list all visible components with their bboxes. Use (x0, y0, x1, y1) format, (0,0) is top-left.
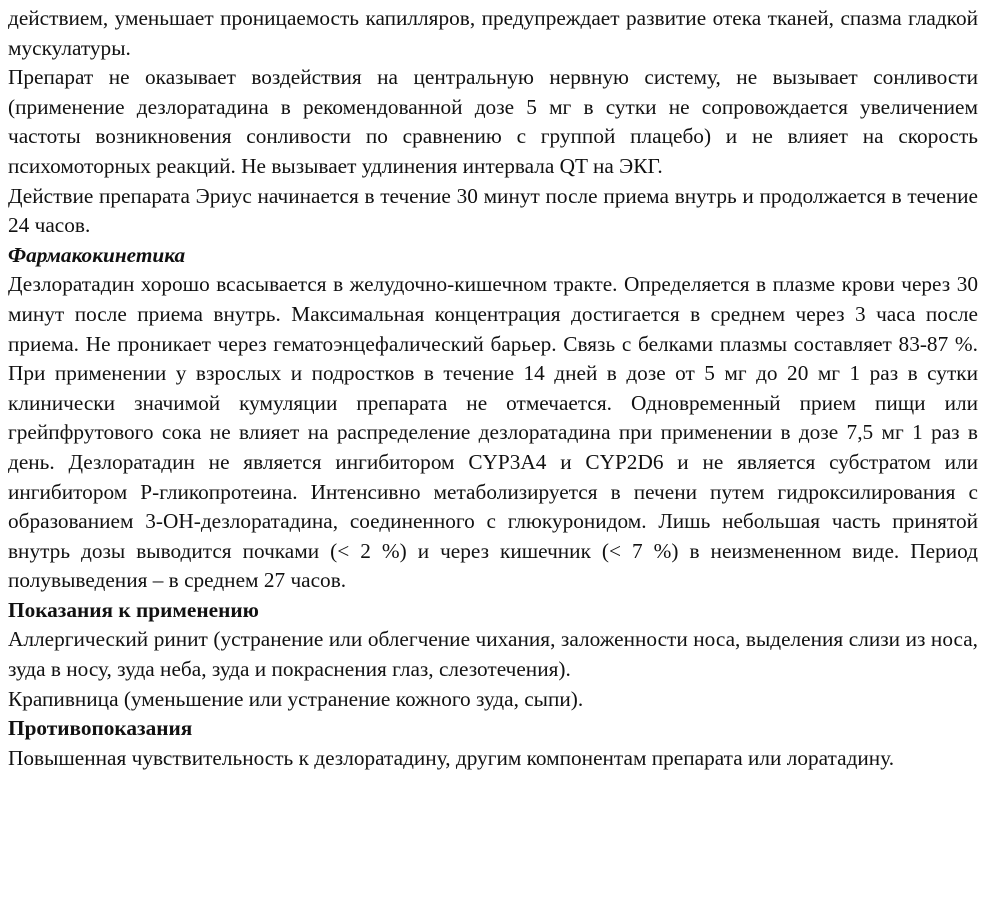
paragraph-capillaries: действием, уменьшает проницаемость капилляров, предупреждает развитие отека тканей, спазма гладкой мускулатуры. (8, 6, 978, 60)
heading-indications: Показания к применению (8, 597, 259, 622)
paragraph-contraindications: Повышенная чувствительность к дезлоратадину, другим компонентам препарата или лоратадину. (8, 745, 895, 770)
paragraph-onset-duration: Действие препарата Эриус начинается в течение 30 минут после приема внутрь и продолжается в течение 24 часов. (8, 183, 978, 238)
paragraph-urticaria: Крапивница (уменьшение или устранение кожного зуда, сыпи). (8, 686, 584, 711)
heading-pharmacokinetics: Фармакокинетика (8, 242, 186, 267)
document-page (8, 4, 978, 773)
paragraph-cns-effects: Препарат не оказывает воздействия на центральную нервную систему, не вызывает сонливости (применение дезлоратадина в рекомендованной дозе 5 мг в сутки не сопровождается увеличением частоты возникновения сонливости по сравнению с группой плацебо) и не влияет на скорость психомоторных реакций. Не вызывает удлинения интервала QT на ЭКГ. (8, 65, 978, 178)
paragraph-allergic-rhinitis: Аллергический ринит (устранение или облегчение чихания, заложенности носа, выделения слизи из носа, зуда в носу, зуда неба, зуда и покраснения глаз, слезотечения). (8, 627, 978, 682)
heading-contraindications: Противопоказания (8, 716, 193, 741)
paragraph-pharmacokinetics: Дезлоратадин хорошо всасывается в желудочно-кишечном тракте. Определяется в плазме крови через 30 минут после приема внутрь. Максимальная концентрация достигается в среднем через 3 часа после приема. Не проникает через гематоэнцефалический барьер. Связь с белками плазмы составляет 83-87 %. При применении у взрослых и подростков в течение 14 дней в дозе от 5 мг до 20 мг 1 раз в сутки клинически значимой кумуляции препарата не отмечается. Одновременный прием пищи или грейпфрутового сока не влияет на распределение дезлоратадина при применении в дозе 7,5 мг 1 раз в день. Дезлоратадин не является ингибитором CYP3A4 и CYP2D6 и не является субстратом или ингибитором P-гликопротеина. Интенсивно метаболизируется в печени путем гидроксилирования с образованием 3-OH-дезлоратадина, соединенного с глюкуронидом. Лишь небольшая часть принятой внутрь дозы выводится почками (< 2 %) и через кишечник (< 7 %) в неизмененном виде. Период полувыведения – в среднем 27 часов. (8, 272, 978, 593)
